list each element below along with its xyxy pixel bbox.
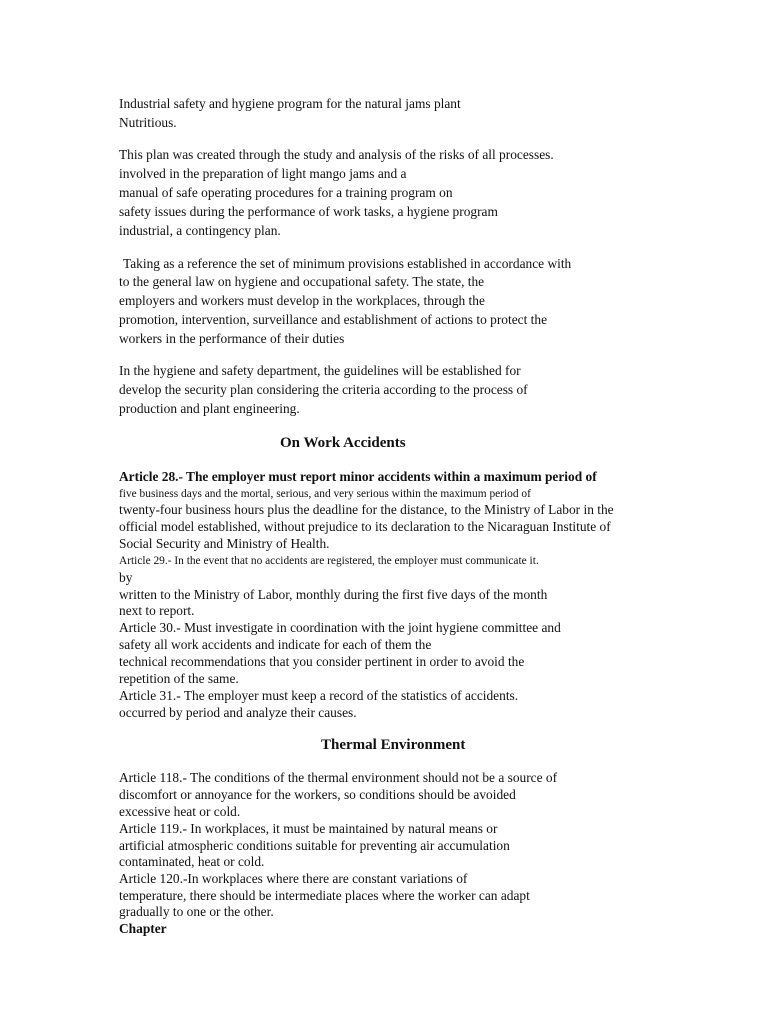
paragraph-1-line: manual of safe operating procedures for a training program on: [119, 185, 453, 200]
article-line: twenty-four business hours plus the deadline for the distance, to the Ministry of Labor in the: [119, 502, 614, 517]
chapter-label: Chapter: [119, 921, 167, 936]
doc-title-line-2: Nutritious.: [119, 115, 177, 130]
article-line: safety all work accidents and indicate for each of them the: [119, 637, 432, 652]
article-line: by: [119, 570, 133, 585]
article-line: repetition of the same.: [119, 671, 239, 686]
paragraph-2-line: to the general law on hygiene and occupational safety. The state, the: [119, 274, 485, 289]
article-line: Article 30.- Must investigate in coordination with the joint hygiene committee and: [119, 620, 561, 635]
paragraph-2-line: promotion, intervention, surveillance and establishment of actions to protect the: [119, 312, 548, 327]
article-line: Article 120.-In workplaces where there are constant variations of: [119, 871, 468, 886]
paragraph-1-line: industrial, a contingency plan.: [119, 223, 281, 238]
article-line: temperature, there should be intermediate places where the worker can adapt: [119, 888, 530, 903]
article-line: Social Security and Ministry of Health.: [119, 536, 330, 551]
article-line: excessive heat or cold.: [119, 804, 241, 819]
article-line: written to the Ministry of Labor, monthly during the first five days of the month: [119, 587, 548, 602]
article-line: Article 118.- The conditions of the thermal environment should not be a source of: [119, 770, 558, 785]
section-heading-thermal-environment: Thermal Environment: [321, 737, 466, 753]
article-line: Article 31.- The employer must keep a record of the statistics of accidents.: [119, 688, 519, 703]
article-line: Article 119.- In workplaces, it must be maintained by natural means or: [119, 821, 498, 836]
article-line: discomfort or annoyance for the workers, so conditions should be avoided: [119, 787, 516, 802]
paragraph-2-line: workers in the performance of their duties: [119, 331, 345, 346]
paragraph-1-line: safety issues during the performance of work tasks, a hygiene program: [119, 204, 498, 219]
article-line: gradually to one or the other.: [119, 904, 274, 919]
paragraph-2-line: employers and workers must develop in the workplaces, through the: [119, 293, 485, 308]
article-line: technical recommendations that you consider pertinent in order to avoid the: [119, 654, 525, 669]
paragraph-2-line: Taking as a reference the set of minimum provisions established in accordance with: [123, 256, 572, 271]
article-line: next to report.: [119, 603, 195, 618]
article-line: contaminated, heat or cold.: [119, 854, 265, 869]
article-line: Article 28.- The employer must report minor accidents within a maximum period of: [119, 469, 597, 484]
section-heading-work-accidents: On Work Accidents: [280, 435, 406, 451]
article-line: artificial atmospheric conditions suitable for preventing air accumulation: [119, 838, 510, 853]
paragraph-3-line: production and plant engineering.: [119, 401, 300, 416]
paragraph-3-line: develop the security plan considering the criteria according to the process of: [119, 382, 528, 397]
paragraph-1-line: involved in the preparation of light mango jams and a: [119, 166, 407, 181]
article-line: official model established, without prejudice to its declaration to the Nicaraguan Institute of: [119, 519, 611, 534]
paragraph-3-line: In the hygiene and safety department, the guidelines will be established for: [119, 363, 521, 378]
paragraph-1-line: This plan was created through the study and analysis of the risks of all processes.: [119, 147, 554, 162]
article-line: Article 29.- In the event that no accidents are registered, the employer must communicate it.: [119, 555, 539, 567]
doc-title-line-1: Industrial safety and hygiene program for the natural jams plant: [119, 96, 461, 111]
article-line: five business days and the mortal, serious, and very serious within the maximum period of: [119, 488, 531, 500]
article-line: occurred by period and analyze their causes.: [119, 705, 357, 720]
